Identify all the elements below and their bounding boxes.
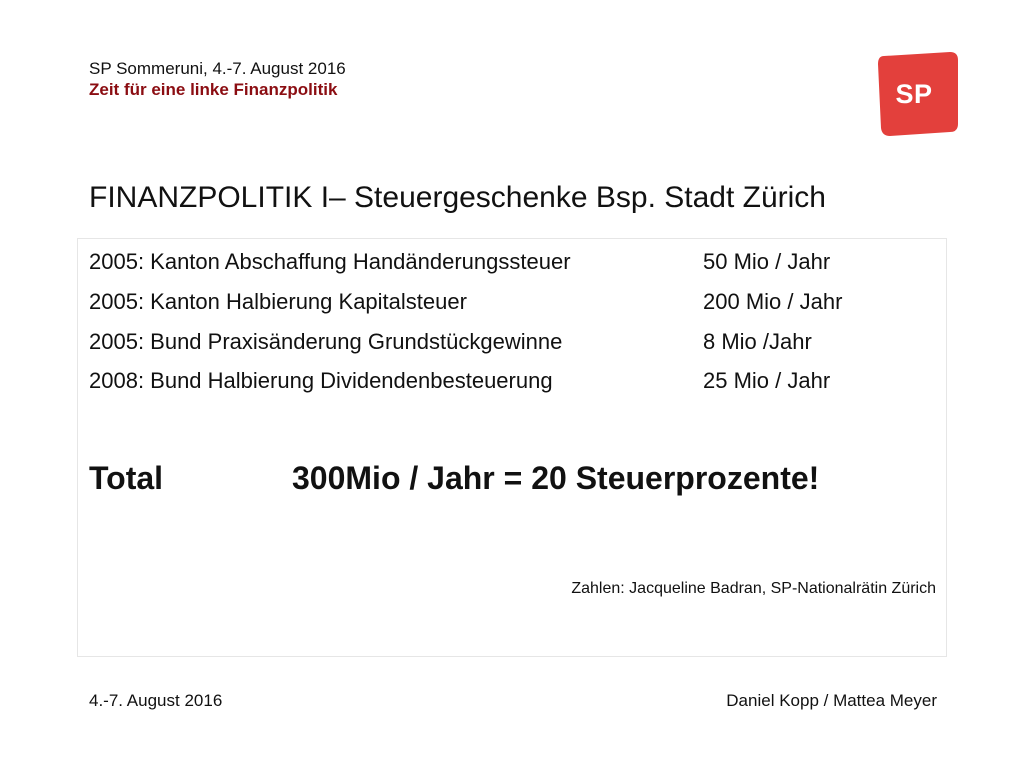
subtitle-line: Zeit für eine linke Finanzpolitik bbox=[89, 80, 338, 99]
slide-title: FINANZPOLITIK I– Steuergeschenke Bsp. Stadt Zürich bbox=[89, 181, 826, 214]
source-note: Zahlen: Jacqueline Badran, SP-Nationalrätin Zürich bbox=[571, 580, 936, 597]
item-amount: 50 Mio / Jahr bbox=[703, 249, 831, 274]
item-description: 2005: Kanton Halbierung Kapitalsteuer bbox=[89, 289, 467, 314]
total-row bbox=[89, 459, 820, 497]
content-box bbox=[77, 238, 947, 657]
item-amount: 200 Mio / Jahr bbox=[703, 289, 843, 314]
sp-logo bbox=[878, 52, 958, 136]
footer-date: 4.-7. August 2016 bbox=[89, 691, 223, 710]
footer-authors: Daniel Kopp / Mattea Meyer bbox=[726, 691, 937, 710]
total-label: Total bbox=[89, 460, 164, 496]
item-description: 2005: Bund Praxisänderung Grundstückgewinne bbox=[89, 329, 563, 354]
item-amount: 25 Mio / Jahr bbox=[703, 368, 831, 393]
header bbox=[89, 58, 346, 100]
item-description: 2008: Bund Halbierung Dividendenbesteuerung bbox=[89, 368, 553, 393]
sp-logo-text: SP bbox=[895, 78, 933, 109]
item-amount: 8 Mio /Jahr bbox=[703, 329, 812, 354]
item-description: 2005: Kanton Abschaffung Handänderungssteuer bbox=[89, 249, 571, 274]
event-line: SP Sommeruni, 4.-7. August 2016 bbox=[89, 59, 346, 78]
total-value: 300Mio / Jahr = 20 Steuerprozente! bbox=[292, 460, 820, 496]
